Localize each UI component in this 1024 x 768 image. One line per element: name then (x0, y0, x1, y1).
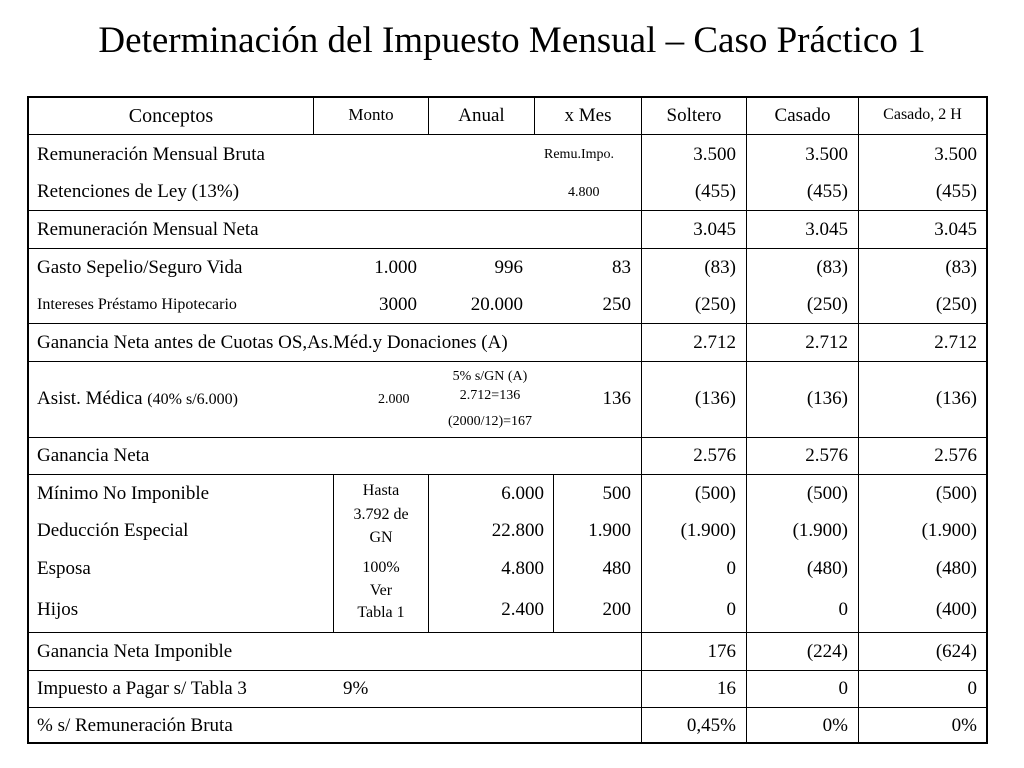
row-divider (27, 361, 988, 362)
cell-soltero: (250) (694, 294, 736, 315)
note-4800: 4.800 (568, 185, 600, 200)
header-monto: Monto (348, 105, 394, 124)
cell-casado-2h: 3.500 (934, 144, 977, 165)
note-100pct: 100% (362, 559, 400, 576)
cell-casado-2h: (455) (935, 181, 977, 202)
cell-soltero: (136) (694, 388, 736, 409)
cell-monto: 2.000 (378, 392, 410, 407)
cell-pct: 9% (343, 678, 369, 699)
row-label: Impuesto a Pagar s/ Tabla 3 (37, 678, 247, 699)
cell-casado: (250) (806, 294, 848, 315)
cell-soltero: 2.576 (693, 445, 736, 466)
row-label: Esposa (37, 558, 91, 579)
cell-anual: 2.400 (501, 599, 544, 620)
note-hasta-val: 3.792 de (353, 506, 409, 523)
row-divider (27, 670, 988, 671)
row-divider (27, 134, 988, 135)
row-divider (27, 707, 988, 708)
cell-casado: (224) (806, 641, 848, 662)
cell-soltero: 16 (717, 678, 736, 699)
row-label: Remuneración Mensual Bruta (37, 144, 265, 165)
cell-casado: (500) (806, 483, 848, 504)
cell-xmes: 200 (602, 599, 631, 620)
cell-casado: (455) (806, 181, 848, 202)
cell-casado-2h: 2.712 (934, 332, 977, 353)
note-ver: Ver (369, 582, 393, 599)
cell-casado-2h: (83) (945, 257, 977, 278)
cell-casado-2h: 0 (967, 678, 977, 699)
cell-casado-2h: (136) (935, 388, 977, 409)
cell-anual: 996 (494, 257, 523, 278)
row-divider (27, 323, 988, 324)
cell-soltero: 0,45% (686, 715, 736, 736)
row-label: Deducción Especial (37, 520, 189, 541)
cell-casado: 2.712 (805, 332, 848, 353)
cell-monto: 3000 (379, 294, 417, 315)
header-conceptos: Conceptos (128, 105, 214, 127)
cell-anual: 6.000 (501, 483, 544, 504)
cell-casado-2h: 2.576 (934, 445, 977, 466)
cell-casado-2h: (1.900) (921, 520, 977, 541)
cell-casado-2h: (624) (935, 641, 977, 662)
header-casado-2h: Casado, 2 H (883, 106, 962, 123)
header-casado: Casado (774, 105, 831, 126)
row-label: Intereses Préstamo Hipotecario (37, 296, 237, 313)
row-label: % s/ Remuneración Bruta (37, 715, 233, 736)
cell-soltero: (1.900) (680, 520, 736, 541)
cell-casado: (480) (806, 558, 848, 579)
cell-soltero: 3.500 (693, 144, 736, 165)
cell-casado: 3.045 (805, 219, 848, 240)
note-remu-impo: Remu.Impo. (544, 147, 614, 162)
cell-soltero: (500) (694, 483, 736, 504)
row-label (37, 388, 238, 411)
row-label: Ganancia Neta Imponible (37, 641, 233, 662)
note-tabla-1: Tabla 1 (357, 604, 405, 621)
cell-casado-2h: (480) (935, 558, 977, 579)
asist-sublabel: (40% s/6.000) (147, 391, 238, 408)
page-title: Determinación del Impuesto Mensual – Caso Práctico 1 (98, 20, 926, 61)
row-divider (27, 210, 988, 211)
cell-casado: (1.900) (792, 520, 848, 541)
cell-xmes: 500 (602, 483, 631, 504)
note-2000-12: (2000/12)=167 (447, 414, 533, 429)
cell-xmes: 250 (602, 294, 631, 315)
note-2712: 2.712=136 (459, 388, 521, 403)
row-divider (27, 632, 988, 633)
cell-anual: 4.800 (501, 558, 544, 579)
header-soltero: Soltero (666, 105, 722, 126)
header-xmes: x Mes (564, 105, 612, 126)
cell-xmes: 136 (602, 388, 631, 409)
cell-anual: 22.800 (491, 520, 544, 541)
cell-soltero: 2.712 (693, 332, 736, 353)
cell-casado: 0 (838, 599, 848, 620)
row-label: Remuneración Mensual Neta (37, 219, 259, 240)
cell-xmes: 83 (612, 257, 631, 278)
cell-soltero: 0 (726, 599, 736, 620)
note-hasta: Hasta (362, 482, 400, 499)
header-anual: Anual (458, 105, 505, 126)
cell-casado: 3.500 (805, 144, 848, 165)
note-gn: GN (369, 529, 393, 546)
cell-soltero: 176 (707, 641, 736, 662)
row-label: Retenciones de Ley (13%) (37, 181, 240, 202)
cell-soltero: 0 (726, 558, 736, 579)
cell-casado-2h: 3.045 (934, 219, 977, 240)
row-divider (27, 248, 988, 249)
cell-xmes: 480 (602, 558, 631, 579)
cell-casado: (83) (816, 257, 848, 278)
cell-casado-2h: (250) (935, 294, 977, 315)
cell-casado: 2.576 (805, 445, 848, 466)
cell-casado: 0% (822, 715, 848, 736)
row-divider (27, 437, 988, 438)
cell-casado-2h: (500) (935, 483, 977, 504)
cell-soltero: (455) (694, 181, 736, 202)
cell-soltero: (83) (704, 257, 736, 278)
cell-casado-2h: (400) (935, 599, 977, 620)
row-label: Ganancia Neta (37, 445, 150, 466)
row-label: Hijos (37, 599, 79, 620)
cell-monto: 1.000 (374, 257, 417, 278)
cell-xmes: 1.900 (588, 520, 631, 541)
cell-casado-2h: 0% (951, 715, 977, 736)
cell-casado: 0 (838, 678, 848, 699)
row-divider (27, 474, 988, 475)
note-5pct: 5% s/GN (A) (452, 369, 528, 384)
row-label: Gasto Sepelio/Seguro Vida (37, 257, 243, 278)
row-label: Ganancia Neta antes de Cuotas OS,As.Méd.y Donaciones (A) (37, 332, 508, 353)
cell-anual: 20.000 (470, 294, 523, 315)
cell-soltero: 3.045 (693, 219, 736, 240)
row-label: Mínimo No Imponible (37, 483, 210, 504)
cell-casado: (136) (806, 388, 848, 409)
asist-label: Asist. Médica (37, 388, 143, 409)
